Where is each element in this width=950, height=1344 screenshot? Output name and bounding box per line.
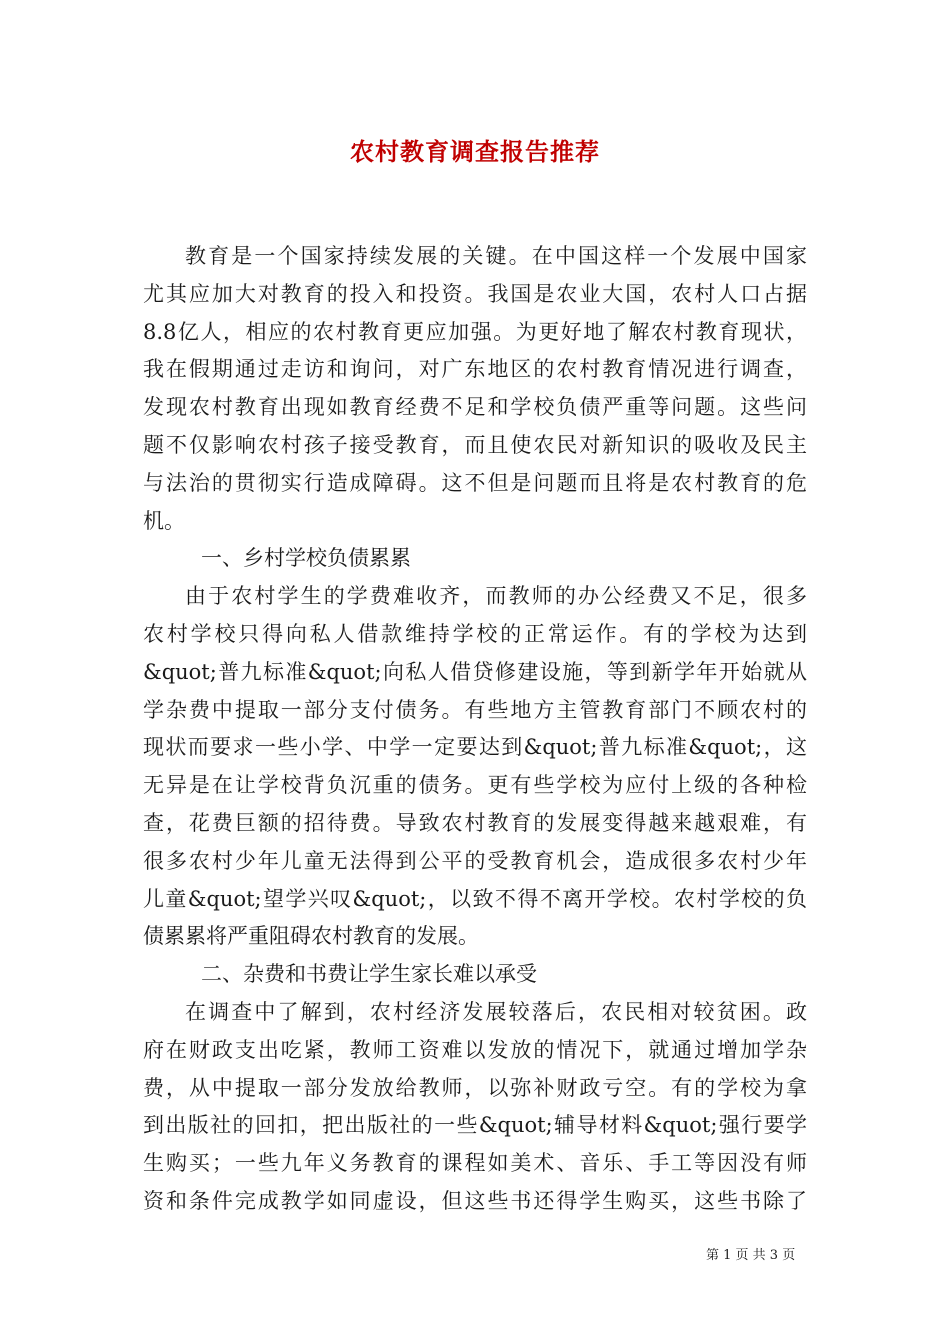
body-line: 由于农村学生的学费难收齐，而教师的办公经费又不足，很多 <box>185 584 807 609</box>
body-line: 很多农村少年儿童无法得到公平的受教育机会，造成很多农村少年 <box>143 848 807 873</box>
page-title: 农村教育调查报告推荐 <box>350 137 600 166</box>
body-line: 农村学校只得向私人借款维持学校的正常运作。有的学校为达到 <box>143 621 807 646</box>
document-body <box>143 238 807 1221</box>
body-line: 儿童&quot;望学兴叹&quot;，以致不得不离开学校。农村学校的负 <box>143 886 807 911</box>
body-line: 我在假期通过走访和询问，对广东地区的农村教育情况进行调查， <box>143 357 807 382</box>
section-heading-1: 一、乡村学校负债累累 <box>201 546 411 571</box>
body-line: 现状而要求一些小学、中学一定要达到&quot;普九标准&quot;，这 <box>143 735 807 760</box>
page-number: 第 1 页 共 3 页 <box>706 1248 796 1263</box>
body-line: 无异是在让学校背负沉重的债务。更有些学校为应付上级的各种检 <box>143 773 807 798</box>
section-heading-2: 二、杂费和书费让学生家长难以承受 <box>201 962 537 987</box>
body-line: 题不仅影响农村孩子接受教育，而且使农民对新知识的吸收及民主 <box>143 432 807 457</box>
body-line: 资和条件完成教学如同虚设，但这些书还得学生购买，这些书除了 <box>143 1188 807 1213</box>
body-line: 尤其应加大对教育的投入和投资。我国是农业大国，农村人口占据 <box>143 281 807 306</box>
body-line: 到出版社的回扣，把出版社的一些&quot;辅导材料&quot;强行要学 <box>143 1113 807 1138</box>
body-line: 在调查中了解到，农村经济发展较落后，农民相对较贫困。政 <box>185 999 807 1024</box>
body-line: 教育是一个国家持续发展的关键。在中国这样一个发展中国家 <box>185 244 807 268</box>
body-line: 机。 <box>143 508 185 533</box>
body-line: 府在财政支出吃紧，教师工资难以发放的情况下，就通过增加学杂 <box>143 1037 807 1062</box>
body-line: 8.8亿人，相应的农村教育更应加强。为更好地了解农村教育现状， <box>143 319 807 344</box>
body-line: 学杂费中提取一部分支付债务。有些地方主管教育部门不顾农村的 <box>143 697 807 722</box>
body-line: 费，从中提取一部分发放给教师，以弥补财政亏空。有的学校为拿 <box>143 1075 807 1100</box>
body-line: 查，花费巨额的招待费。导致农村教育的发展变得越来越艰难，有 <box>143 810 807 835</box>
body-line: &quot;普九标准&quot;向私人借贷修建设施，等到新学年开始就从 <box>143 659 807 684</box>
body-line: 发现农村教育出现如教育经费不足和学校负债严重等问题。这些问 <box>143 395 807 420</box>
body-line: 债累累将严重阻碍农村教育的发展。 <box>143 924 479 949</box>
body-line: 生购买；一些九年义务教育的课程如美术、音乐、手工等因没有师 <box>143 1151 807 1176</box>
body-line: 与法治的贯彻实行造成障碍。这不但是问题而且将是农村教育的危 <box>143 470 807 495</box>
